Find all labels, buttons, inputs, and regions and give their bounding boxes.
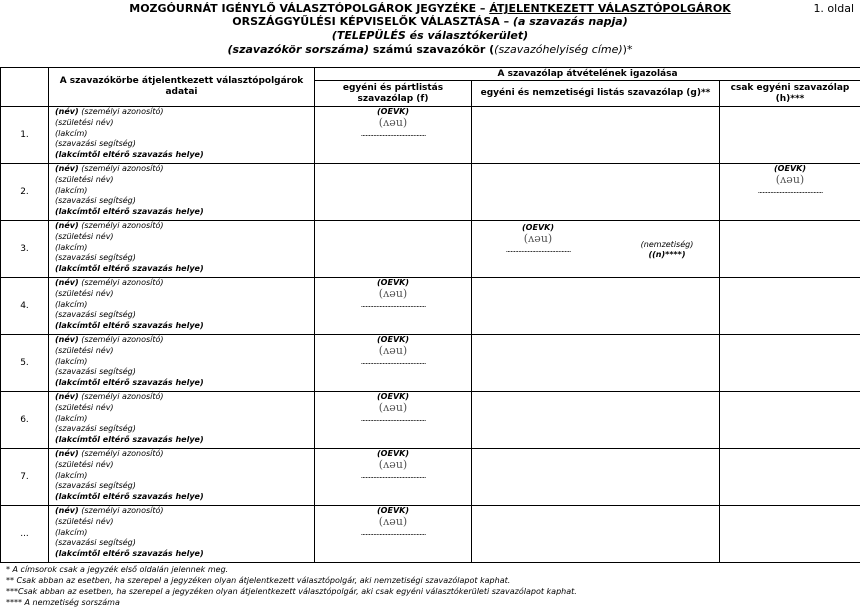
address: (lakcím): [55, 185, 88, 195]
voter-name-line: (név) (személyi azonosító): [55, 392, 164, 401]
nationality-label: (nemzetiség): [640, 240, 694, 249]
signature-line[interactable]: ..........................................: [360, 357, 426, 366]
col-h-cell[interactable]: [720, 335, 860, 392]
oevk-block: [315, 449, 471, 481]
oevk-block: [315, 392, 471, 424]
col-h-cell[interactable]: [720, 107, 860, 164]
footnote-4: **** A nemzetiség sorszáma: [6, 598, 120, 607]
col-f-cell[interactable]: [315, 278, 472, 335]
col-g-cell[interactable]: [472, 164, 720, 221]
oevk-label: (OEVK): [377, 392, 409, 401]
signature-line[interactable]: ..........................................: [360, 528, 426, 537]
col-g-header: egyéni és nemzetiségi listás szavazólap (g)**: [472, 81, 720, 107]
row-number: 3.: [1, 221, 49, 278]
voter-data-cell[interactable]: [49, 107, 315, 164]
oevk-label: (OEVK): [377, 449, 409, 458]
col-f-cell[interactable]: [315, 335, 472, 392]
birth-name: (születési név): [55, 231, 114, 241]
voter-data-cell[interactable]: [49, 392, 315, 449]
alternate-voting-place: (lakcímtől eltérő szavazás helye): [55, 207, 204, 217]
settlement-line: (TELEPÜLÉS és választókerület): [331, 29, 529, 42]
nationality-number: ((n)****): [648, 250, 686, 259]
station-text: számú szavazókör (: [369, 43, 495, 56]
col-h-cell[interactable]: [720, 164, 860, 221]
row-number: 4.: [1, 278, 49, 335]
table-body: [1, 107, 860, 563]
row-number: 1.: [1, 107, 49, 164]
col-g-cell[interactable]: [472, 278, 720, 335]
oevk-label: (OEVK): [377, 107, 409, 116]
oevk-label: (OEVK): [377, 506, 409, 515]
col-g-cell[interactable]: [472, 449, 720, 506]
signature-mark: (ʌəu): [378, 515, 408, 528]
signature-mark: (ʌəu): [378, 401, 408, 414]
birth-name: (születési név): [55, 459, 114, 469]
col-h-header: csak egyéni szavazólap (h)***: [720, 81, 860, 107]
voting-assistance: (szavazási segítség): [55, 139, 136, 149]
voter-name-line: (név) (személyi azonosító): [55, 164, 164, 173]
address: (lakcím): [55, 527, 88, 537]
col-h-cell[interactable]: [720, 221, 860, 278]
signature-mark: (ʌəu): [378, 344, 408, 357]
signature-line[interactable]: ..........................................: [505, 245, 571, 254]
signature-mark: (ʌəu): [523, 232, 553, 245]
voter-data-cell[interactable]: [49, 335, 315, 392]
address: (lakcím): [55, 242, 88, 252]
birth-name: (születési név): [55, 345, 114, 355]
voter-data-cell[interactable]: [49, 164, 315, 221]
voter-data-cell[interactable]: [49, 221, 315, 278]
footnote-2: ** Csak abban az esetben, ha szerepel a jegyzéken olyan átjelentkezett választópolgár, aki nemzetiségi szavazólapot kaphat.: [6, 576, 511, 585]
oevk-block: [315, 107, 471, 139]
voter-data-header: A szavazókörbe átjelentkezett választópolgárok adatai: [49, 68, 315, 107]
signature-mark: (ʌəu): [378, 458, 408, 471]
address: (lakcím): [55, 470, 88, 480]
col-f-cell[interactable]: [315, 107, 472, 164]
voter-name-line: (név) (személyi azonosító): [55, 449, 164, 458]
col-f-header: egyéni és pártlistás szavazólap (f): [315, 81, 472, 107]
col-g-cell[interactable]: [472, 335, 720, 392]
election-name: ORSZÁGGYŰLÉSI KÉPVISELŐK VÁLASZTÁSA –: [232, 15, 513, 28]
col-f-cell[interactable]: [315, 449, 472, 506]
voting-assistance: (szavazási segítség): [55, 481, 136, 491]
voter-name-line: (név) (személyi azonosító): [55, 221, 164, 230]
station-close: )*: [622, 43, 633, 56]
signature-mark: (ʌəu): [775, 173, 805, 186]
alternate-voting-place: (lakcímtől eltérő szavazás helye): [55, 492, 204, 502]
birth-name: (születési név): [55, 402, 114, 412]
oevk-block: [478, 223, 598, 255]
birth-name: (születési név): [55, 174, 114, 184]
voter-name-line: (név) (személyi azonosító): [55, 278, 164, 287]
col-f-cell[interactable]: [315, 506, 472, 563]
station-address: (szavazóhelyiség címe): [494, 43, 623, 56]
row-number: ...: [1, 506, 49, 563]
table-row: [1, 449, 860, 506]
voter-name-line: (név) (személyi azonosító): [55, 335, 164, 344]
birth-name: (születési név): [55, 516, 114, 526]
oevk-block: [720, 164, 860, 196]
col-g-cell[interactable]: [472, 506, 720, 563]
alternate-voting-place: (lakcímtől eltérő szavazás helye): [55, 378, 204, 388]
col-h-cell[interactable]: [720, 392, 860, 449]
row-number: 7.: [1, 449, 49, 506]
signature-line[interactable]: ..........................................: [360, 129, 426, 138]
oevk-label: (OEVK): [377, 335, 409, 344]
title-part-a: MOZGÓURNÁT IGÉNYLŐ VÁLASZTÓPOLGÁROK JEGYZÉKE –: [129, 2, 490, 15]
voting-assistance: (szavazási segítség): [55, 367, 136, 377]
title-part-b: ÁTJELENTKEZETT VÁLASZTÓPOLGÁROK: [489, 2, 731, 15]
voting-assistance: (szavazási segítség): [55, 253, 136, 263]
voting-assistance: (szavazási segítség): [55, 310, 136, 320]
oevk-block: [315, 506, 471, 538]
voter-data-cell[interactable]: [49, 506, 315, 563]
col-f-cell[interactable]: [315, 221, 472, 278]
address: (lakcím): [55, 299, 88, 309]
polling-station-line: [0, 43, 860, 57]
col-h-cell[interactable]: [720, 278, 860, 335]
footnote-3: ***Csak abban az esetben, ha szerepel a jegyzéken olyan átjelentkezett választópolgár, aki csak egyéni választókerületi szavazólapot kaphat.: [6, 587, 577, 596]
col-f-cell[interactable]: [315, 164, 472, 221]
alternate-voting-place: (lakcímtől eltérő szavazás helye): [55, 150, 204, 160]
col-h-cell[interactable]: [720, 506, 860, 563]
address: (lakcím): [55, 413, 88, 423]
title-line-2: [0, 15, 860, 29]
table-row: [1, 278, 860, 335]
row-number: 6.: [1, 392, 49, 449]
birth-name: (születési név): [55, 288, 114, 298]
receipt-header: A szavazólap átvételének igazolása: [315, 68, 860, 81]
signature-line[interactable]: ..........................................: [360, 300, 426, 309]
oevk-label: (OEVK): [774, 164, 806, 173]
nationality-block: [622, 240, 712, 260]
title-line-1: [0, 2, 860, 16]
col-f-cell[interactable]: [315, 392, 472, 449]
voter-name-line: (név) (személyi azonosító): [55, 506, 164, 515]
footnote-1: * A címsorok csak a jegyzék első oldalán jelennek meg.: [6, 565, 229, 574]
address: (lakcím): [55, 128, 88, 138]
signature-line[interactable]: ..........................................: [360, 471, 426, 480]
signature-mark: (ʌəu): [378, 116, 408, 129]
address: (lakcím): [55, 356, 88, 366]
num-header: [1, 68, 49, 107]
col-g-cell[interactable]: [472, 392, 720, 449]
col-h-cell[interactable]: [720, 449, 860, 506]
oevk-label: (OEVK): [377, 278, 409, 287]
election-date: (a szavazás napja): [512, 15, 628, 28]
voting-assistance: (szavazási segítség): [55, 196, 136, 206]
signature-line[interactable]: ..........................................: [757, 186, 823, 195]
alternate-voting-place: (lakcímtől eltérő szavazás helye): [55, 264, 204, 274]
alternate-voting-place: (lakcímtől eltérő szavazás helye): [55, 321, 204, 331]
voter-data-cell[interactable]: [49, 278, 315, 335]
oevk-block: [315, 278, 471, 310]
voting-assistance: (szavazási segítség): [55, 424, 136, 434]
birth-name: (születési név): [55, 117, 114, 127]
voter-data-cell[interactable]: [49, 449, 315, 506]
voter-register-table: [0, 67, 860, 563]
voting-assistance: (szavazási segítség): [55, 538, 136, 548]
table-row: [1, 164, 860, 221]
table-row: [1, 506, 860, 563]
signature-mark: (ʌəu): [378, 287, 408, 300]
signature-line[interactable]: ..........................................: [360, 414, 426, 423]
col-g-cell[interactable]: [472, 107, 720, 164]
row-number: 2.: [1, 164, 49, 221]
alternate-voting-place: (lakcímtől eltérő szavazás helye): [55, 435, 204, 445]
oevk-block: [315, 335, 471, 367]
oevk-label: (OEVK): [522, 223, 554, 232]
table-row: [1, 335, 860, 392]
page-number: 1. oldal: [813, 2, 854, 15]
station-number: (szavazókör sorszáma): [227, 43, 370, 56]
voter-name-line: (név) (személyi azonosító): [55, 107, 164, 116]
table-row: [1, 392, 860, 449]
col-g-cell[interactable]: [472, 221, 720, 278]
alternate-voting-place: (lakcímtől eltérő szavazás helye): [55, 549, 204, 559]
table-row: [1, 221, 860, 278]
row-number: 5.: [1, 335, 49, 392]
table-row: [1, 107, 860, 164]
